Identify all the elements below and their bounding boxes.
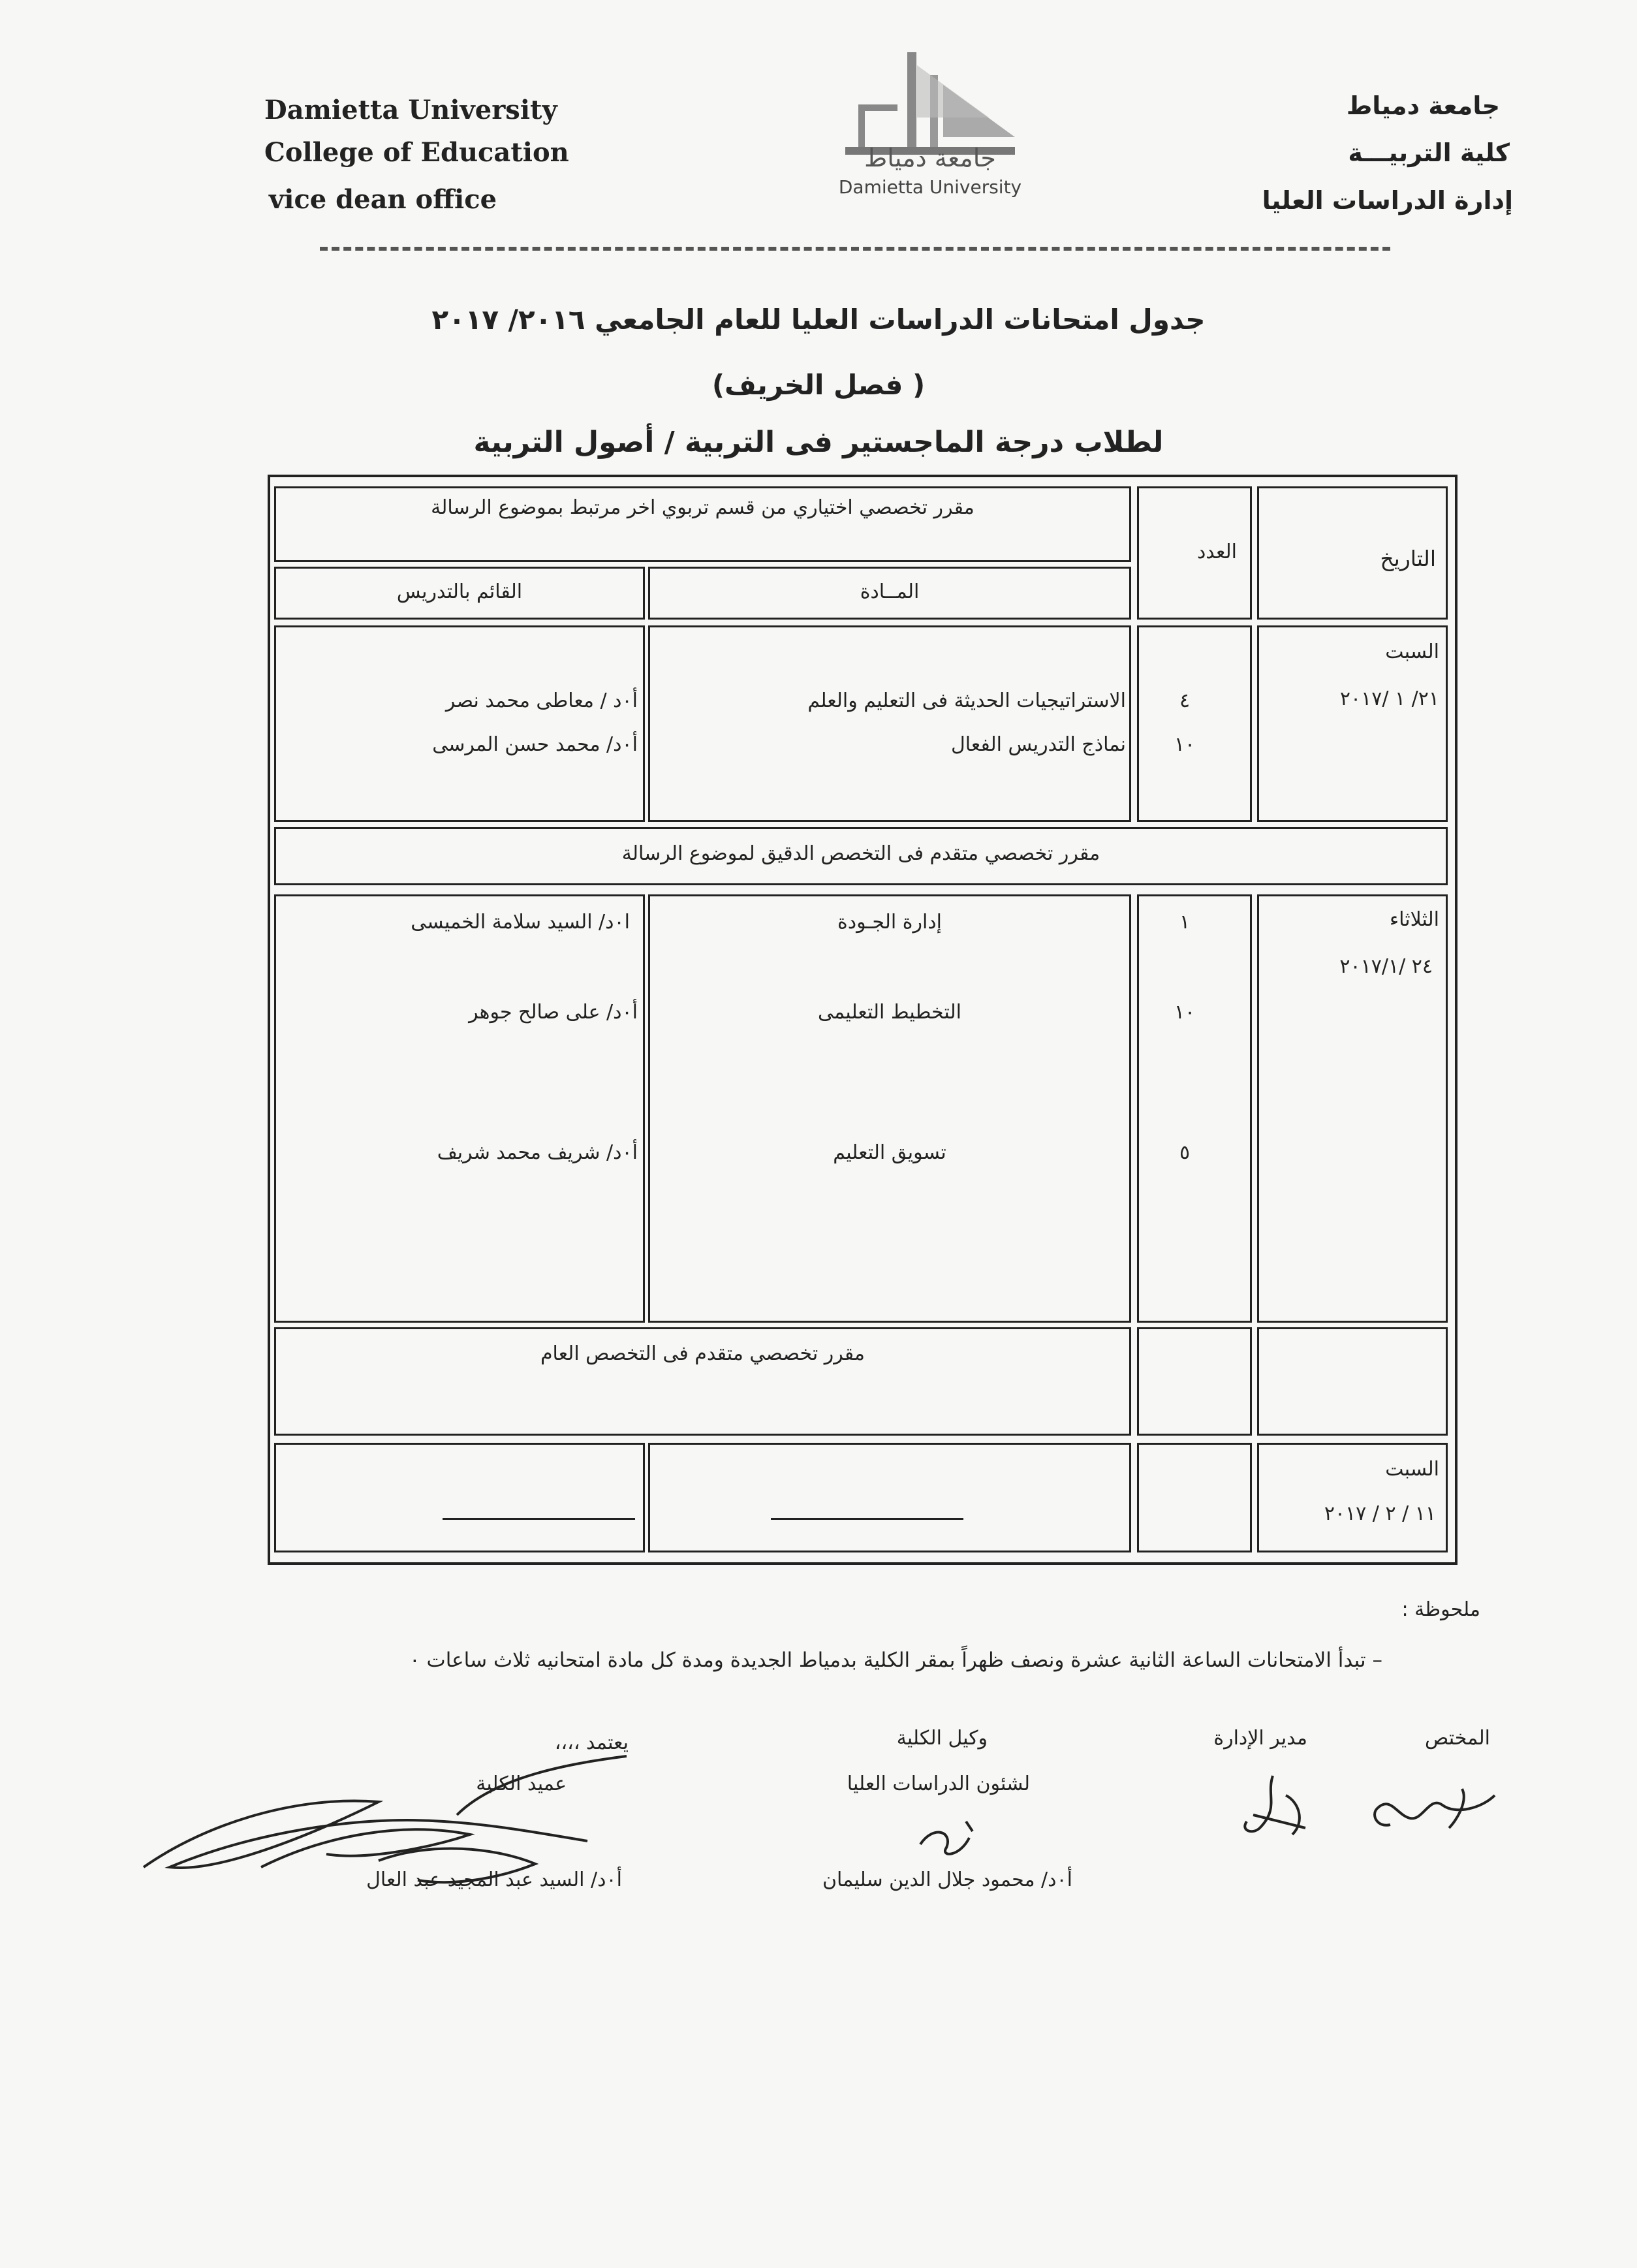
block3-subject-cell	[648, 1443, 1131, 1552]
admin-manager-label: مدير الإدارة	[1213, 1727, 1307, 1750]
section-header-2	[274, 827, 1448, 885]
block1-count-cell	[1137, 625, 1252, 822]
teacher-blank-line	[443, 1518, 635, 1520]
dean-title: عميد الكلية	[476, 1772, 567, 1795]
table-row-teacher: أ٠د/ شريف محمد شريف	[437, 1141, 638, 1164]
table-row-count: ٥	[1179, 1141, 1191, 1164]
approve-label: يعتمد ،،،،	[554, 1731, 629, 1754]
table-row-count: ١٠	[1174, 1001, 1196, 1024]
section-title-2: مقرر تخصصي متقدم فى التخصص الدقيق لموضوع الرسالة	[621, 842, 1100, 865]
block3-teacher-cell	[274, 1443, 645, 1552]
university-logo	[819, 46, 1041, 209]
subject-blank-line	[771, 1518, 963, 1520]
block1-date-cell	[1257, 625, 1448, 822]
table-row-count: ١	[1179, 911, 1191, 934]
block2-count-cell	[1137, 894, 1252, 1323]
table-row-teacher: ا٠د/ السيد سلامة الخميسى	[411, 911, 630, 934]
notes-text: – تبدأ الامتحانات الساعة الثانية عشرة ونصف ظهراً بمقر الكلية بدمياط الجديدة ومدة كل مادة امتحانيه ثلاث ساعات ٠	[409, 1648, 1382, 1672]
header-office-en: vice dean office	[269, 184, 497, 215]
header-university-ar: جامعة دمياط	[1346, 91, 1500, 120]
count-header: العدد	[1196, 541, 1237, 563]
admin-signature-icon	[1227, 1769, 1332, 1848]
vice-dean-signature-icon	[907, 1812, 986, 1864]
exam-date: ٢٤ /٢٠١٧/١	[1339, 955, 1433, 978]
block3-date-cell	[1257, 1443, 1448, 1552]
section-title-3: مقرر تخصصي متقدم فى التخصص العام	[540, 1342, 865, 1365]
exam-day: الثلاثاء	[1389, 908, 1439, 931]
dean-name: أ٠د/ السيد عبد المجيد عبد العال	[366, 1868, 622, 1891]
date-header-cell	[1257, 486, 1448, 620]
header-divider	[320, 247, 1390, 251]
header-college-ar: كلية التربيـــة	[1348, 138, 1510, 167]
section-header-3	[274, 1327, 1131, 1436]
header-office-ar: إدارة الدراسات العليا	[1262, 186, 1513, 215]
table-row-subject: نماذج التدريس الفعال	[950, 733, 1126, 756]
table-row-count: ١٠	[1174, 733, 1196, 756]
title-line-2: ( فصل الخريف)	[711, 369, 926, 401]
block3-count-cell	[1137, 1443, 1252, 1552]
block2-subject-cell	[648, 894, 1131, 1323]
section-title-1: مقرر تخصصي اختياري من قسم تربوي اخر مرتبط بموضوع الرسالة	[431, 496, 974, 519]
logo-arabic-text: جامعة دمياط	[864, 144, 996, 172]
table-row-count: ٤	[1179, 689, 1191, 712]
header-university-en: Damietta University	[264, 95, 557, 125]
exam-day: السبت	[1385, 1458, 1439, 1481]
table-row-teacher: أ٠د/ على صالح جوهر	[469, 1001, 638, 1024]
block2-date-cell	[1257, 894, 1448, 1323]
subject-header: المــادة	[860, 580, 920, 603]
block1-subject-cell	[648, 625, 1131, 822]
exam-date: ١١ / ٢ / ٢٠١٧	[1324, 1502, 1436, 1525]
section-header-1	[274, 486, 1131, 562]
table-row-subject: تسويق التعليم	[833, 1141, 946, 1164]
teacher-header-cell	[274, 567, 645, 620]
count-header-cell	[1137, 486, 1252, 620]
section3-date-blank	[1257, 1327, 1448, 1436]
dean-signature-icon	[131, 1737, 627, 1906]
block2-teacher-cell	[274, 894, 645, 1323]
section3-count-blank	[1137, 1327, 1252, 1436]
title-line-1: جدول امتحانات الدراسات العليا للعام الجامعي ٢٠١٦/ ٢٠١٧	[431, 304, 1206, 336]
subject-header-cell	[648, 567, 1131, 620]
title-line-3: لطلاب درجة الماجستير فى التربية / أصول التربية	[473, 426, 1164, 459]
specialist-signature-icon	[1364, 1769, 1514, 1841]
table-row-teacher: أ٠د / معاطى محمد نصر	[445, 689, 638, 712]
teacher-header: القائم بالتدريس	[396, 580, 523, 603]
specialist-label: المختص	[1425, 1727, 1490, 1750]
block1-teacher-cell	[274, 625, 645, 822]
logo-english-text: Damietta University	[838, 176, 1022, 198]
date-header: التاريخ	[1380, 546, 1436, 571]
vice-dean-title: وكيل الكلية	[896, 1727, 988, 1750]
table-row-subject: إدارة الجـودة	[837, 911, 942, 934]
table-row-subject: التخطيط التعليمى	[818, 1001, 961, 1024]
table-row-subject: الاستراتيجيات الحديثة فى التعليم والعلم	[807, 689, 1126, 712]
header-college-en: College of Education	[264, 137, 569, 168]
vice-dean-name: أ٠د/ محمود جلال الدين سليمان	[822, 1868, 1072, 1891]
table-row-teacher: أ٠د/ محمد حسن المرسى	[432, 733, 638, 756]
notes-label: ملحوظة :	[1401, 1598, 1480, 1621]
exam-date: ٢١/ ١ /٢٠١٧	[1339, 687, 1439, 710]
exam-day: السبت	[1385, 640, 1439, 663]
vice-dean-subtitle: لشئون الدراسات العليا	[847, 1772, 1030, 1795]
